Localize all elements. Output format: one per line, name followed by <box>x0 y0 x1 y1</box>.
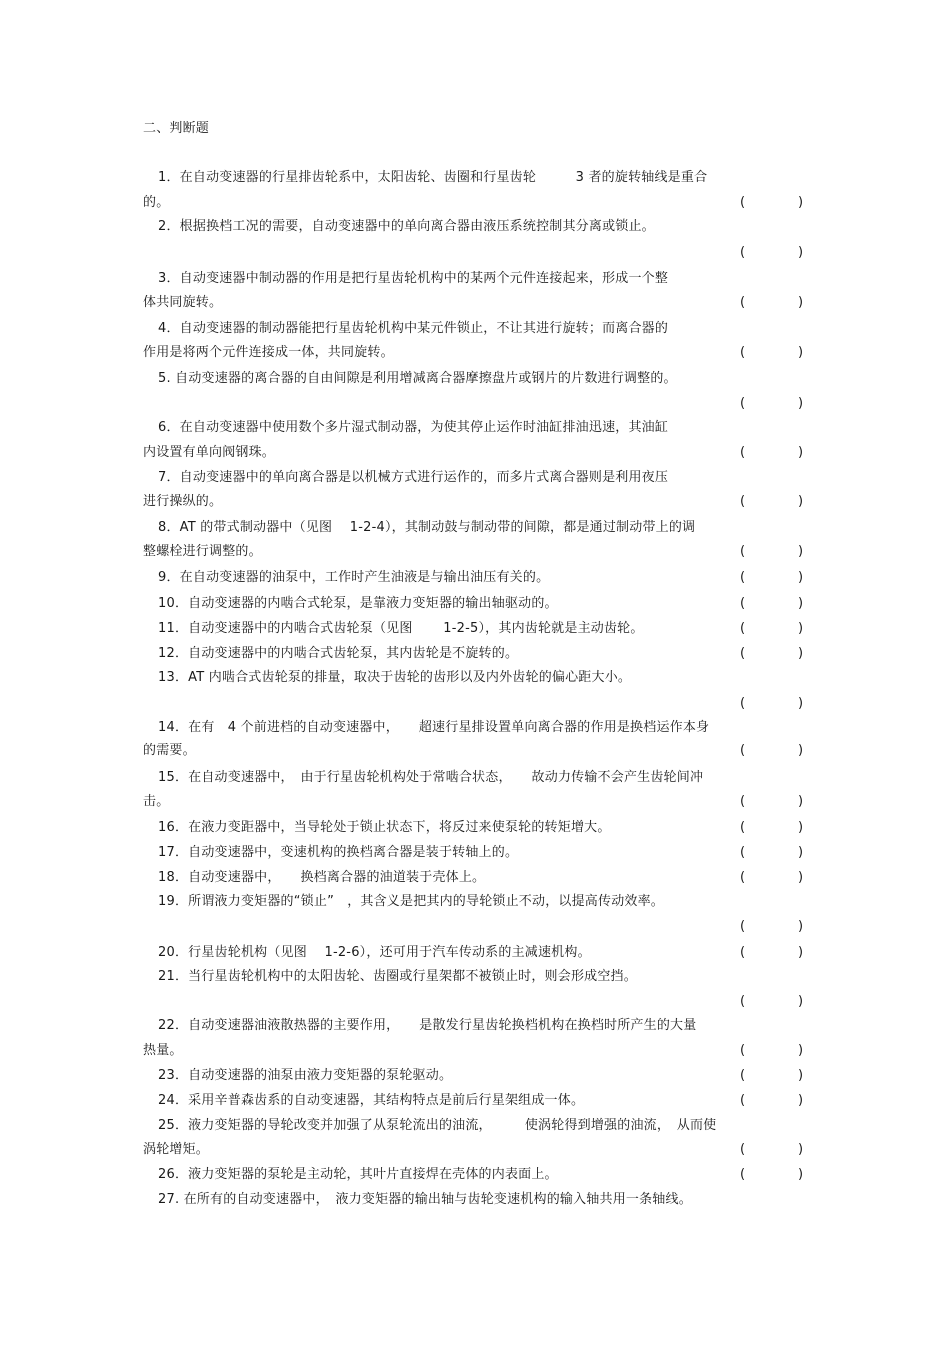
answer-bracket-close: ) <box>798 445 804 460</box>
answer-bracket-close: ) <box>798 1093 804 1108</box>
question-text: 23．自动变速器的油泵由液力变矩器的泵轮驱动。 <box>158 1068 453 1083</box>
question-text: 3．自动变速器中制动器的作用是把行星齿轮机构中的某两个元件连接起来，形成一个整 <box>158 271 669 286</box>
question-text: 11．自动变速器中的内啮合式齿轮泵（见图 1-2-5），其内齿轮就是主动齿轮。 <box>158 621 644 636</box>
question-text: 20．行星齿轮机构（见图 1-2-6），还可用于汽车传动系的主减速机构。 <box>158 945 591 960</box>
question-text-continued: 整螺栓进行调整的。 <box>143 544 262 559</box>
question-text-continued: 内设置有单向阀钢珠。 <box>143 445 276 460</box>
answer-bracket-close: ) <box>798 295 804 310</box>
question-text: 5. 自动变速器的离合器的自由间隙是利用增减离合器摩擦盘片或钢片的片数进行调整的。 <box>158 371 677 386</box>
answer-bracket-open: ( <box>740 994 746 1009</box>
answer-bracket-close: ) <box>798 794 804 809</box>
question-text-continued: 的。 <box>143 195 170 210</box>
question-text: 15．在自动变速器中， 由于行星齿轮机构处于常啮合状态， 故动力传输不会产生齿轮间冲 <box>158 770 704 785</box>
answer-bracket-close: ) <box>798 696 804 711</box>
question-text: 14．在有 4 个前进档的自动变速器中， 超速行星排设置单向离合器的作用是换档运作本身 <box>158 720 710 735</box>
answer-bracket-close: ) <box>798 345 804 360</box>
answer-bracket-open: ( <box>740 494 746 509</box>
answer-bracket-close: ) <box>798 1142 804 1157</box>
answer-bracket-open: ( <box>740 445 746 460</box>
answer-bracket-close: ) <box>798 646 804 661</box>
answer-bracket-close: ) <box>798 945 804 960</box>
answer-bracket-close: ) <box>798 820 804 835</box>
question-text-continued: 击。 <box>143 794 170 809</box>
question-text: 10．自动变速器的内啮合式轮泵，是靠液力变矩器的输出轴驱动的。 <box>158 596 558 611</box>
answer-bracket-open: ( <box>740 245 746 260</box>
question-text: 24．采用辛普森齿系的自动变速器，其结构特点是前后行星架组成一体。 <box>158 1093 585 1108</box>
answer-bracket-open: ( <box>740 696 746 711</box>
answer-bracket-close: ) <box>798 1043 804 1058</box>
question-text: 6．在自动变速器中使用数个多片湿式制动器，为使其停止运作时油缸排油迅速，其油缸 <box>158 420 669 435</box>
answer-bracket-open: ( <box>740 1167 746 1182</box>
question-text: 4．自动变速器的制动器能把行星齿轮机构中某元件锁止，不让其进行旋转；而离合器的 <box>158 321 669 336</box>
answer-bracket-open: ( <box>740 794 746 809</box>
question-text: 9．在自动变速器的油泵中，工作时产生油液是与输出油压有关的。 <box>158 570 550 585</box>
answer-bracket-open: ( <box>740 845 746 860</box>
answer-bracket-open: ( <box>740 945 746 960</box>
answer-bracket-close: ) <box>798 596 804 611</box>
question-text: 21．当行星齿轮机构中的太阳齿轮、齿圈或行星架都不被锁止时，则会形成空挡。 <box>158 969 637 984</box>
answer-bracket-close: ) <box>798 544 804 559</box>
answer-bracket-open: ( <box>740 345 746 360</box>
answer-bracket-close: ) <box>798 743 804 758</box>
answer-bracket-open: ( <box>740 646 746 661</box>
answer-bracket-open: ( <box>740 195 746 210</box>
answer-bracket-open: ( <box>740 919 746 934</box>
answer-bracket-close: ) <box>798 245 804 260</box>
answer-bracket-close: ) <box>798 621 804 636</box>
answer-bracket-open: ( <box>740 870 746 885</box>
answer-bracket-close: ) <box>798 1068 804 1083</box>
question-text: 13．AT 内啮合式齿轮泵的排量，取决于齿轮的齿形以及内外齿轮的偏心距大小。 <box>158 670 632 685</box>
question-text-continued: 进行操纵的。 <box>143 494 223 509</box>
answer-bracket-open: ( <box>740 1142 746 1157</box>
answer-bracket-close: ) <box>798 994 804 1009</box>
question-text: 8．AT 的带式制动器中（见图 1-2-4），其制动鼓与制动带的间隙，都是通过制动带上的调 <box>158 520 696 535</box>
question-text: 17．自动变速器中，变速机构的换档离合器是装于转轴上的。 <box>158 845 519 860</box>
answer-bracket-close: ) <box>798 1167 804 1182</box>
answer-bracket-open: ( <box>740 396 746 411</box>
question-text: 1．在自动变速器的行星排齿轮系中，太阳齿轮、齿圈和行星齿轮 3 者的旋转轴线是重合 <box>158 170 708 185</box>
question-text-continued: 作用是将两个元件连接成一体，共同旋转。 <box>143 345 394 360</box>
question-text-continued: 热量。 <box>143 1043 183 1058</box>
answer-bracket-open: ( <box>740 570 746 585</box>
question-text: 19．所谓液力变矩器的“锁止” ，其含义是把其内的导轮锁止不动，以提高传动效率。 <box>158 894 665 909</box>
question-text: 26．液力变矩器的泵轮是主动轮，其叶片直接焊在壳体的内表面上。 <box>158 1167 558 1182</box>
answer-bracket-open: ( <box>740 1068 746 1083</box>
answer-bracket-open: ( <box>740 295 746 310</box>
answer-bracket-close: ) <box>798 919 804 934</box>
question-text: 22．自动变速器油液散热器的主要作用， 是散发行星齿轮换档机构在换档时所产生的大量 <box>158 1018 697 1033</box>
answer-bracket-open: ( <box>740 743 746 758</box>
answer-bracket-open: ( <box>740 544 746 559</box>
question-text: 27. 在所有的自动变速器中， 液力变矩器的输出轴与齿轮变速机构的输入轴共用一条轴线。 <box>158 1192 692 1207</box>
answer-bracket-close: ) <box>798 494 804 509</box>
answer-bracket-open: ( <box>740 621 746 636</box>
section-title: 二、判断题 <box>143 121 210 136</box>
answer-bracket-open: ( <box>740 820 746 835</box>
answer-bracket-open: ( <box>740 1093 746 1108</box>
question-text-continued: 体共同旋转。 <box>143 295 223 310</box>
question-text: 12．自动变速器中的内啮合式齿轮泵，其内齿轮是不旋转的。 <box>158 646 519 661</box>
question-text: 2．根据换档工况的需要，自动变速器中的单向离合器由液压系统控制其分离或锁止。 <box>158 219 655 234</box>
answer-bracket-open: ( <box>740 596 746 611</box>
answer-bracket-close: ) <box>798 845 804 860</box>
question-text: 18．自动变速器中， 换档离合器的油道装于壳体上。 <box>158 870 486 885</box>
question-text: 16．在液力变距器中，当导轮处于锁止状态下，将反过来使泵轮的转矩增大。 <box>158 820 611 835</box>
answer-bracket-close: ) <box>798 195 804 210</box>
question-text-continued: 的需要。 <box>143 743 196 758</box>
answer-bracket-close: ) <box>798 870 804 885</box>
question-text: 25．液力变矩器的导轮改变并加强了从泵轮流出的油流， 使涡轮得到增强的油流， 从而使 <box>158 1118 717 1133</box>
answer-bracket-close: ) <box>798 396 804 411</box>
question-text: 7．自动变速器中的单向离合器是以机械方式进行运作的，而多片式离合器则是利用夜压 <box>158 470 669 485</box>
answer-bracket-close: ) <box>798 570 804 585</box>
answer-bracket-open: ( <box>740 1043 746 1058</box>
question-text-continued: 涡轮增矩。 <box>143 1142 210 1157</box>
